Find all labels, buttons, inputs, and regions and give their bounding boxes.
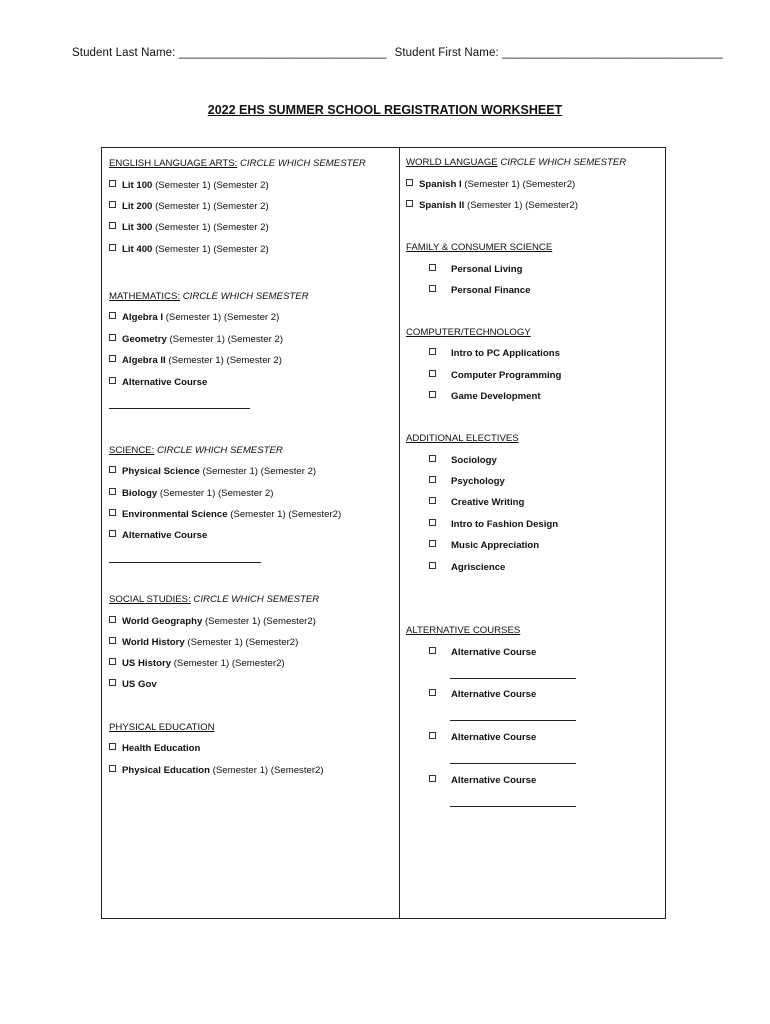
- science-item-biology[interactable]: Biology (Semester 1) (Semester 2): [109, 488, 273, 499]
- alt-course-4[interactable]: Alternative Course: [429, 775, 536, 786]
- alt-course-1-blank[interactable]: [450, 678, 576, 679]
- student-name-line: [72, 47, 723, 59]
- science-alternative-blank[interactable]: [109, 562, 261, 563]
- math-item-algebra2[interactable]: Algebra II (Semester 1) (Semester 2): [109, 355, 282, 366]
- alt-course-1[interactable]: Alternative Course: [429, 647, 536, 658]
- checkbox-icon[interactable]: [109, 488, 116, 495]
- social-item-world-geography[interactable]: World Geography (Semester 1) (Semester2): [109, 616, 316, 627]
- elective-item-sociology[interactable]: Sociology: [429, 455, 497, 466]
- checkbox-icon[interactable]: [109, 743, 116, 750]
- checkbox-icon[interactable]: [429, 455, 436, 462]
- checkbox-icon[interactable]: [429, 264, 436, 271]
- tech-heading: COMPUTER/TECHNOLOGY: [406, 327, 531, 338]
- tech-item-game-dev[interactable]: Game Development: [429, 391, 541, 402]
- checkbox-icon[interactable]: [109, 377, 116, 384]
- science-heading: SCIENCE: CIRCLE WHICH SEMESTER: [109, 445, 283, 456]
- checkbox-icon[interactable]: [429, 732, 436, 739]
- checkbox-icon[interactable]: [109, 530, 116, 537]
- elective-item-creative-writing[interactable]: Creative Writing: [429, 497, 524, 508]
- elective-item-fashion-design[interactable]: Intro to Fashion Design: [429, 519, 558, 530]
- checkbox-icon[interactable]: [406, 179, 413, 186]
- column-divider: [399, 148, 400, 918]
- checkbox-icon[interactable]: [429, 476, 436, 483]
- ela-heading: ENGLISH LANGUAGE ARTS: CIRCLE WHICH SEMESTER: [109, 158, 366, 169]
- wl-item-spanish1[interactable]: Spanish I (Semester 1) (Semester2): [406, 179, 575, 190]
- science-item-environmental[interactable]: Environmental Science (Semester 1) (Semester2): [109, 509, 341, 520]
- checkbox-icon[interactable]: [109, 509, 116, 516]
- fcs-heading: FAMILY & CONSUMER SCIENCE: [406, 242, 553, 253]
- elective-item-music[interactable]: Music Appreciation: [429, 540, 539, 551]
- ela-item-lit300[interactable]: Lit 300 (Semester 1) (Semester 2): [109, 222, 269, 233]
- checkbox-icon[interactable]: [109, 312, 116, 319]
- alt-course-4-blank[interactable]: [450, 806, 576, 807]
- math-item-algebra1[interactable]: Algebra I (Semester 1) (Semester 2): [109, 312, 279, 323]
- pe-item-health[interactable]: Health Education: [109, 743, 200, 754]
- checkbox-icon[interactable]: [109, 355, 116, 362]
- alt-course-2[interactable]: Alternative Course: [429, 689, 536, 700]
- pe-item-physical-education[interactable]: Physical Education (Semester 1) (Semester2): [109, 765, 324, 776]
- ela-item-lit400[interactable]: Lit 400 (Semester 1) (Semester 2): [109, 244, 269, 255]
- checkbox-icon[interactable]: [109, 222, 116, 229]
- checkbox-icon[interactable]: [429, 562, 436, 569]
- math-item-geometry[interactable]: Geometry (Semester 1) (Semester 2): [109, 334, 283, 345]
- registration-table: [101, 147, 666, 919]
- checkbox-icon[interactable]: [406, 200, 413, 207]
- math-item-alternative[interactable]: Alternative Course: [109, 377, 207, 388]
- fcs-item-personal-finance[interactable]: Personal Finance: [429, 285, 530, 296]
- alternative-courses-heading: ALTERNATIVE COURSES: [406, 625, 521, 636]
- checkbox-icon[interactable]: [429, 370, 436, 377]
- checkbox-icon[interactable]: [429, 689, 436, 696]
- alt-course-2-blank[interactable]: [450, 720, 576, 721]
- math-heading: MATHEMATICS: CIRCLE WHICH SEMESTER: [109, 291, 309, 302]
- science-item-alternative[interactable]: Alternative Course: [109, 530, 207, 541]
- ela-item-lit200[interactable]: Lit 200 (Semester 1) (Semester 2): [109, 201, 269, 212]
- checkbox-icon[interactable]: [429, 540, 436, 547]
- first-name-field[interactable]: Student First Name: __________________________________: [394, 47, 723, 59]
- last-name-field[interactable]: Student Last Name: ________________________________: [72, 47, 387, 59]
- checkbox-icon[interactable]: [109, 244, 116, 251]
- social-studies-heading: SOCIAL STUDIES: CIRCLE WHICH SEMESTER: [109, 594, 320, 605]
- alt-course-3-blank[interactable]: [450, 763, 576, 764]
- elective-item-psychology[interactable]: Psychology: [429, 476, 505, 487]
- pe-heading: PHYSICAL EDUCATION: [109, 722, 215, 733]
- ela-item-lit100[interactable]: Lit 100 (Semester 1) (Semester 2): [109, 180, 269, 191]
- fcs-item-personal-living[interactable]: Personal Living: [429, 264, 522, 275]
- social-item-world-history[interactable]: World History (Semester 1) (Semester2): [109, 637, 298, 648]
- wl-item-spanish2[interactable]: Spanish II (Semester 1) (Semester2): [406, 200, 578, 211]
- checkbox-icon[interactable]: [109, 679, 116, 686]
- math-alternative-blank[interactable]: [109, 408, 250, 409]
- checkbox-icon[interactable]: [109, 637, 116, 644]
- world-language-heading: WORLD LANGUAGE CIRCLE WHICH SEMESTER: [406, 157, 627, 168]
- alt-course-3[interactable]: Alternative Course: [429, 732, 536, 743]
- checkbox-icon[interactable]: [109, 466, 116, 473]
- electives-heading: ADDITIONAL ELECTIVES: [406, 433, 519, 444]
- checkbox-icon[interactable]: [429, 285, 436, 292]
- checkbox-icon[interactable]: [109, 765, 116, 772]
- checkbox-icon[interactable]: [109, 201, 116, 208]
- science-item-physical[interactable]: Physical Science (Semester 1) (Semester 2): [109, 466, 316, 477]
- checkbox-icon[interactable]: [429, 647, 436, 654]
- checkbox-icon[interactable]: [109, 180, 116, 187]
- page-title: 2022 EHS SUMMER SCHOOL REGISTRATION WORKSHEET: [207, 103, 563, 117]
- social-item-us-history[interactable]: US History (Semester 1) (Semester2): [109, 658, 285, 669]
- tech-item-programming[interactable]: Computer Programming: [429, 370, 561, 381]
- social-item-us-gov[interactable]: US Gov: [109, 679, 157, 690]
- checkbox-icon[interactable]: [429, 348, 436, 355]
- checkbox-icon[interactable]: [429, 497, 436, 504]
- checkbox-icon[interactable]: [429, 519, 436, 526]
- checkbox-icon[interactable]: [429, 391, 436, 398]
- checkbox-icon[interactable]: [109, 334, 116, 341]
- elective-item-agriscience[interactable]: Agriscience: [429, 562, 505, 573]
- checkbox-icon[interactable]: [109, 616, 116, 623]
- tech-item-pc-apps[interactable]: Intro to PC Applications: [429, 348, 560, 359]
- checkbox-icon[interactable]: [429, 775, 436, 782]
- checkbox-icon[interactable]: [109, 658, 116, 665]
